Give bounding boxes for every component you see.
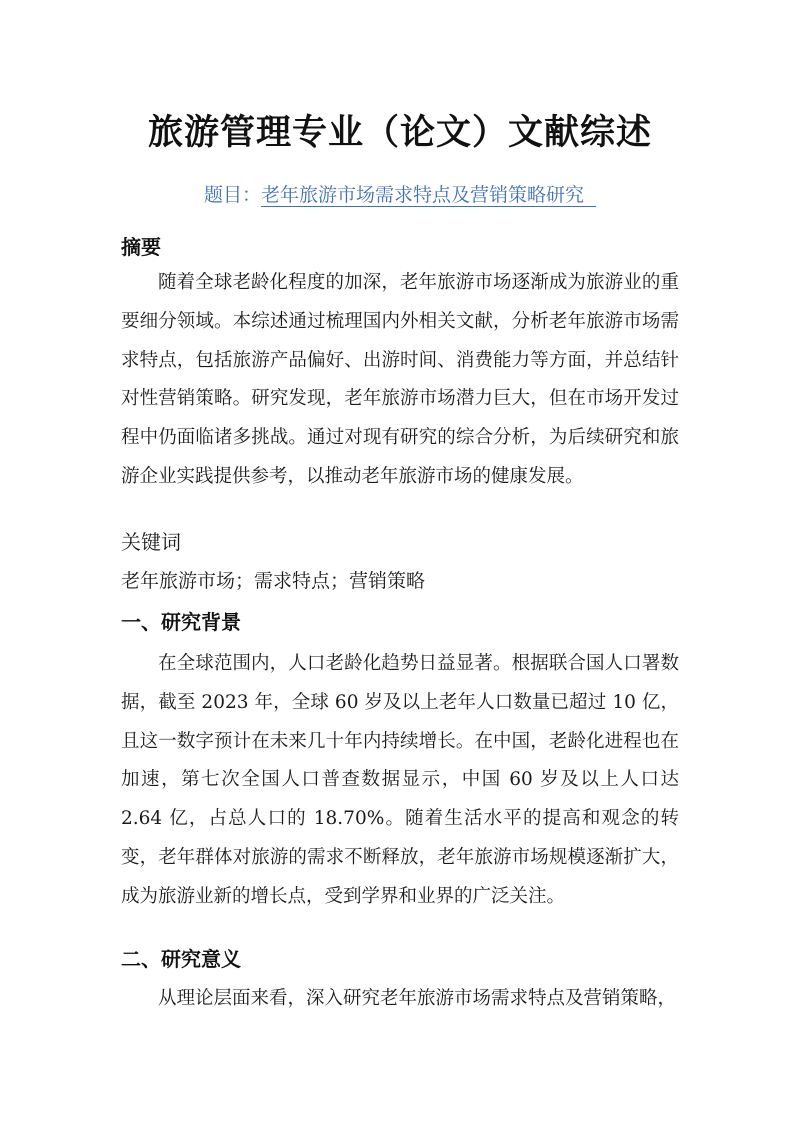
keywords-text: 老年旅游市场；需求特点；营销策略 bbox=[121, 570, 426, 592]
abstract-heading: 摘要 bbox=[121, 235, 161, 259]
subject-label: 题目： bbox=[203, 184, 261, 206]
subject-topic: 老年旅游市场需求特点及营销策略研究 bbox=[260, 184, 584, 206]
section2-heading: 二、研究意义 bbox=[121, 947, 241, 971]
section1-heading: 一、研究背景 bbox=[121, 610, 241, 634]
abstract-paragraph: 随着全球老龄化程度的加深，老年旅游市场逐渐成为旅游业的重要细分领域。本综述通过梳理国内外相关文献，分析老年旅游市场需求特点，包括旅游产品偏好、出游时间、消费能力等方面，并总结针对性营销策略。研究发现，老年旅游市场潜力巨大，但在市场开发过程中仍面临诸多挑战。通过对现有研究的综合分析，为后续研究和旅游企业实践提供参考，以推动老年旅游市场的健康发展。 bbox=[121, 272, 679, 487]
document-title: 旅游管理专业（论文）文献综述 bbox=[147, 112, 652, 153]
section1-paragraph: 在全球范围内，人口老龄化趋势日益显著。根据联合国人口署数据，截至 2023 年，全球 60 岁及以上老年人口数量已超过 10 亿，且这一数字预计在未来几十年内持续增长。在中国，老龄化进程也在加速，第七次全国人口普查数据显示，中国 60 岁及以上人口达 2.64 亿，占总人口的 18.70%。随着生活水平的提高和观念的转变，老年群体对旅游的需求不断释放，老年旅游市场规模逐渐扩大，成为旅游业新的增长点，受到学界和业界的广泛关注。 bbox=[121, 653, 679, 907]
section2-paragraph: 从理论层面来看，深入研究老年旅游市场需求特点及营销策略， bbox=[158, 988, 677, 1009]
subject-line bbox=[0, 180, 800, 207]
keywords-heading: 关键词 bbox=[121, 530, 181, 554]
